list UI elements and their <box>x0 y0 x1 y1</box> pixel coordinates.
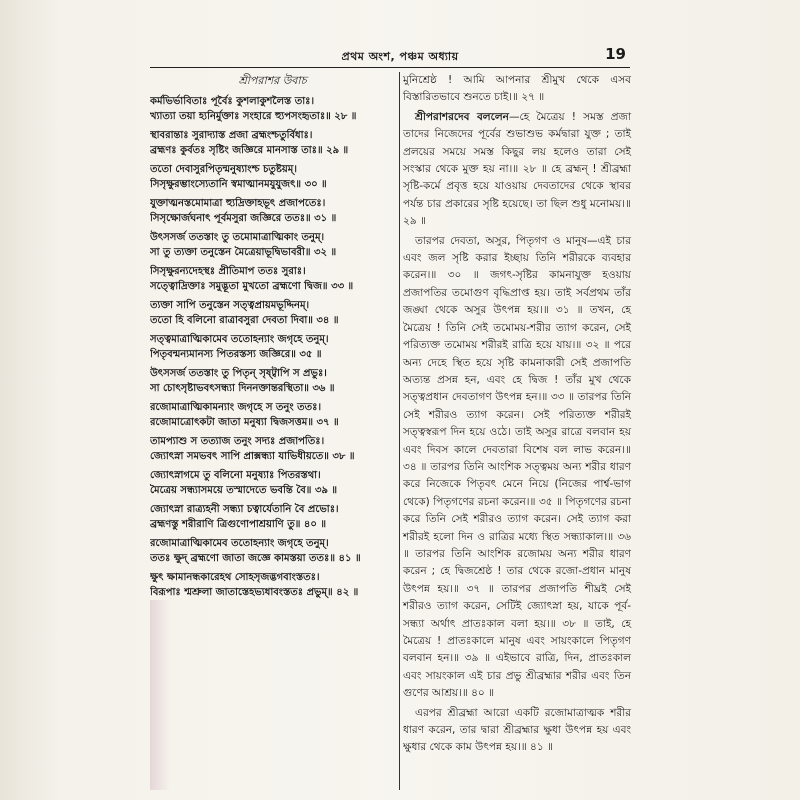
verse <box>150 162 395 192</box>
speaker-lead: শ্রীপরাশরদেব বললেন <box>415 110 509 123</box>
page-shadow <box>150 600 170 790</box>
verse <box>150 264 395 294</box>
running-header: প্রথম অংশ, পঞ্চম অধ্যায় <box>341 50 459 63</box>
verse <box>150 196 395 226</box>
verse-line: ততো দেবাসুরপিতৃন্মনুষ্যাংশ্চ চতুষ্টয়ম্। <box>150 164 297 175</box>
sanskrit-verse-column <box>150 72 395 604</box>
translation-paragraph <box>403 233 631 703</box>
verse-line: বিরূপাঃ শ্মশ্রুলা জাতাস্তেহভ্যধাবংস্ততঃ প্রভুম্॥ ৪২ ॥ <box>150 587 359 598</box>
verse-line: সত্ত্বোদ্রিক্তাঃ সমুদ্ভূতা মুখতো ব্রহ্মণো দ্বিজ॥ ৩৩ ॥ <box>150 281 354 292</box>
column-divider <box>399 72 400 790</box>
translation-paragraph <box>403 705 631 757</box>
verse <box>150 468 395 498</box>
verse-line: খ্যাত্যা তয়া হ্যনির্মুক্তাঃ সংহারে হ্যুপসংহৃতাঃ॥ ২৮ ॥ <box>150 111 357 122</box>
translation-column <box>403 72 631 759</box>
verse-line: যুক্তাত্মনস্তমোমাত্রা হ্যুদ্রিক্তাহভূৎ প্রজাপতেঃ। <box>150 198 326 209</box>
verse-line: সা তু ত্যক্তা তনুস্তেন মৈত্রেয়াভূদ্বিভাবরী॥ ৩২ ॥ <box>150 247 337 258</box>
translation-paragraph <box>403 109 631 231</box>
verse-line: ব্রহ্মণস্তু শরীরাণি ত্রিগুণোপাশ্রয়াণি তু॥ ৪০ ॥ <box>150 519 326 530</box>
verse <box>150 366 395 396</box>
verse-line: রজোমাত্রোৎকটা জাতা মনুষ্যা দ্বিজসত্তম॥ ৩৭ ॥ <box>150 417 339 428</box>
verse-line: সিসৃক্ষুরম্ভাংস্যেতানি স্বমাত্মানমযুযুজৎ॥ ৩০ ॥ <box>150 179 327 190</box>
verse-line: জ্যোৎস্না রাত্র্যহনী সন্ধ্যা চত্বার্যেতানি বৈ প্রভোঃ। <box>150 504 339 515</box>
verse-line: উৎসসর্জ ততস্তাং তু তমোমাত্রাত্মিকাং তনুম্। <box>150 232 325 243</box>
verse-line: জ্যোৎস্না সমভবৎ সাপি প্রাক্সন্ধ্যা যাভিধীয়তে॥ ৩৮ ॥ <box>150 451 355 462</box>
verse-line: রজোমাত্রাত্মিকামেব ততোহন্যাং জগৃহে তনুম্। <box>150 538 329 549</box>
page-header <box>0 40 800 68</box>
verse-line: ব্রহ্মণঃ কুর্বতঃ সৃষ্টিং জজ্ঞিরে মানসাস্ত তাঃ॥ ২৯ ॥ <box>150 145 349 156</box>
section-heading: শ্রীপরাশর উবাচ <box>238 74 307 87</box>
verse-line: ত্যক্তা সাপি তনুস্তেন সত্ত্বপ্রায়মভূদ্দিনম্। <box>150 300 310 311</box>
verse <box>150 94 395 124</box>
paragraph-text: —হে মৈত্রেয় ! সমস্ত প্রজা তাদের নিজেদের পূর্বের শুভাশুভ কর্মদ্বারা যুক্ত ; তাই প্রলয়ের সময়ে সমস্ত কিছুর লয় হলেও তারা সেই সংস্কার থেকে মুক্ত হয় না।॥ ২৮ ॥ হে ব্রহ্মন্ ! শ্রীব্রহ্মা সৃষ্টি-কর্মে প্রবৃত্ত হয়ে যাওয়ায় দেবতাদের থেকে স্থাবর পর্যন্ত চার প্রকারের সৃষ্টি হয়েছে। তা ছিল শুধু মনোময়।॥ ২৯ ॥ <box>403 110 631 228</box>
verse-line: পিতৃবন্মন্যমানস্য পিতরস্তস্য জজ্ঞিরে॥ ৩৫ ॥ <box>150 349 322 360</box>
paragraph-text: এরপর শ্রীব্রহ্মা আরো একটি রজোমাত্রাত্মক শরীর ধারণ করেন, তার দ্বারা শ্রীব্রহ্মার ক্ষুধা উৎপন্ন হয় এবং ক্ষুধার থেকে কাম উৎপন্ন হয়।॥ ৪১ ॥ <box>403 706 631 754</box>
verse <box>150 332 395 362</box>
verse <box>150 536 395 566</box>
verse-line: মৈত্রেয় সন্ধ্যাসময়ে তস্মাদেতে ভবন্তি বৈ॥ ৩৯ ॥ <box>150 485 338 496</box>
verse-line: ততো হি বলিনো রাত্রাবসুরা দেবতা দিবা॥ ৩৪ ॥ <box>150 315 339 326</box>
verse-line: সা চোৎসৃষ্টাভবৎসন্ধ্যা দিননক্তান্তরস্থিতা॥ ৩৬ ॥ <box>150 383 335 394</box>
verse <box>150 570 395 600</box>
verse <box>150 400 395 430</box>
page-number: 19 <box>605 45 626 63</box>
verse <box>150 434 395 464</box>
verse <box>150 230 395 260</box>
paragraph-text: তারপর দেবতা, অসুর, পিতৃগণ ও মানুষ—এই চার এবং জল সৃষ্টি করার ইচ্ছায় তিনি শরীরকে ব্যবহার করেন।॥ ৩০ ॥ জগৎ-সৃষ্টির কামনাযুক্ত হওয়ায় প্রজাপতির তমোগুণ বৃদ্ধিপ্রাপ্ত হয়। তাই সর্বপ্রথম তাঁর জঙ্ঘা থেকে অসুর উৎপন্ন হয়।॥ ৩১ ॥ তখন, হে মৈত্রেয় ! তিনি সেই তমোময়-শরীর ত্যাগ করেন, সেই পরিত্যক্ত তমোময় শরীরই রাত্রি হয়ে যায়।॥ ৩২ ॥ পরে অন্য দেহে স্থিত হয়ে সৃষ্টি কামনাকারী সেই প্রজাপতি অত্যন্ত প্রসন্ন হন, এবং হে দ্বিজ ! তাঁর মুখ থেকে সত্ত্বপ্রধান দেবতাগণ উৎপন্ন হন।॥ ৩৩ ॥ তারপর তিনি সেই শরীরও ত্যাগ করেন। সেই পরিত্যক্ত শরীরই সত্ত্বস্বরূপ দিন হয়ে ওঠে। তাই অসুর রাত্রে বলবান হয় এবং দিবস কালে দেবতারা বিশেষ বল লাভ করেন।॥ ৩৪ ॥ তারপর তিনি আংশিক সত্ত্বময় অন্য শরীর ধারণ করে নিজেকে পিতৃবৎ মেনে নিয়ে (নিজের পার্শ্ব-ভাগ থেকে) পিতৃগণের রচনা করেন।॥ ৩৫ ॥ পিতৃগণের রচনা করে তিনি সেই শরীরও ত্যাগ করেন। সেই ত্যাগ করা শরীরই হলো দিন ও রাত্রির মধ্যে স্থিত সন্ধ্যাকাল।॥ ৩৬ ॥ তারপর তিনি আংশিক রজোময় অন্য শরীর ধারণ করেন ; হে দ্বিজশ্রেষ্ঠ ! তার থেকে রজো-প্রধান মানুষ উৎপন্ন হয়।॥ ৩৭ ॥ তারপর প্রজাপতি শীঘ্রই সেই শরীরও ত্যাগ করেন, সেটিই জ্যোৎস্না হয়, যাকে পূর্ব-সন্ধ্যা অর্থাৎ প্রাতঃকাল বলা হয়।॥ ৩৮ ॥ তাই, হে মৈত্রেয় ! প্রাতঃকালে মানুষ এবং সায়ংকালে পিতৃগণ বলবান হন।॥ ৩৯ ॥ এইভাবে রাত্রি, দিন, প্রাতঃকাল এবং সায়ংকাল এই চার প্রভু শ্রীব্রহ্মার শরীর এবং তিন গুণের আশ্রয়।॥ ৪০ ॥ <box>403 234 631 700</box>
verse-line: রজোমাত্রাত্মিকামন্যাং জগৃহে স তনুং ততঃ। <box>150 402 322 413</box>
verse <box>150 502 395 532</box>
verse-line: সত্ত্বমাত্রাত্মিকামেব ততোহন্যাং জগৃহে তনুম্। <box>150 334 329 345</box>
verse-line: সিসৃক্ষুরন্যদেহস্থঃ প্রীতিমাপ ততঃ সুরাঃ। <box>150 266 306 277</box>
verse-line: ততঃ ক্ষুদ্ ব্রহ্মণো জাতা জজ্ঞে কামস্তয়া ততঃ॥ ৪১ ॥ <box>150 553 361 564</box>
verse-line: স্থাবরান্তাঃ সুরাদ্যাস্ত প্রজা ব্রহ্মংশ্চতুর্বিধাঃ। <box>150 130 313 141</box>
paragraph-text: মুনিশ্রেষ্ঠ ! আমি আপনার শ্রীমুখ থেকে এসব বিস্তারিতভাবে শুনতে চাই।॥ ২৭ ॥ <box>403 74 631 104</box>
translation-paragraph <box>403 72 631 107</box>
header-rule <box>150 67 630 68</box>
verse-line: ক্ষুৎ ক্ষামানন্ধকারেহথ সোহসৃজদ্ভগবাংস্ততঃ। <box>150 572 320 583</box>
verse-line: কর্মভির্ভাবিতাঃ পূর্বৈঃ কুশলাকুশলৈস্ত তাঃ। <box>150 96 315 107</box>
verse <box>150 128 395 158</box>
verse-line: তামপ্যাশু স তত্যাজ তনুং সদ্যঃ প্রজাপতিঃ। <box>150 436 325 447</box>
verse <box>150 298 395 328</box>
verse-line: জ্যোৎস্নাগমে তু বলিনো মনুষ্যাঃ পিতরস্তথা। <box>150 470 321 481</box>
verse-line: উৎসসর্জ ততস্তাং তু পিতৃন্ সৃষ্ট্বাপি স প্রভুঃ। <box>150 368 327 379</box>
verse-line: সিসৃক্ষোর্জঘনাৎ পূর্বমসুরা জজ্ঞিরে ততঃ॥ ৩১ ॥ <box>150 213 337 224</box>
